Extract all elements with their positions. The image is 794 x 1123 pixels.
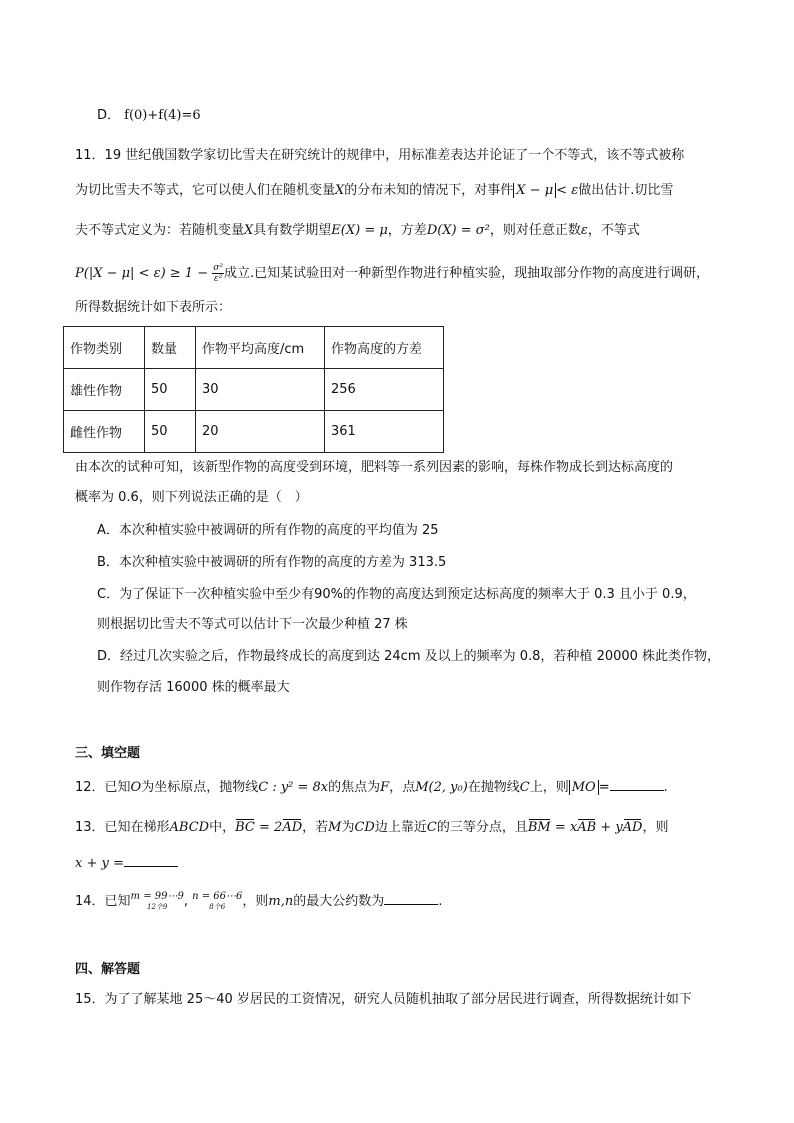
q11-line6: 由本次的试种可知，该新型作物的高度受到环境，肥料等一系列因素的影响，每株作物成长到达标高度的 [75,460,674,475]
m-expr: m = 99⋯9 12个9 [130,890,184,911]
answer-blank[interactable] [384,890,438,905]
q11-option-c-line1: C．为了保证下一次种植实验中至少有90%的作物的高度达到预定达标高度的频率大于 0.3 且小于 0.9， [97,587,696,602]
table-cell: 20 [196,411,325,453]
table-header-row [64,327,444,369]
table-row [64,411,444,453]
sigma-over-eps-fraction: $\frac{\text{σ²}}{\text{ε²}}$ [213,263,223,284]
point-m-expr: M(2, y₀) [415,780,468,795]
table-cell: 雄性作物 [64,369,145,411]
q11-option-c-line2: 则根据切比雪夫不等式可以估计下一次最少种植 27 株 [97,617,408,632]
q11-option-b: B．本次种植实验中被调研的所有作物的高度的方差为 313.5 [97,555,447,570]
crop-data-table [63,326,444,453]
q14: 14．已知 m = 99⋯9 12个9 , n = 66⋯6 8个6 ，则m,n的最大公约数为 . [75,890,443,911]
q11-option-a: A．本次种植实验中被调研的所有作物的高度的平均值为 25 [97,523,439,538]
table-cell: 256 [325,369,444,411]
prev-option-d: D． f(0)+f(4)=6 [97,108,201,123]
parabola-expr: C : y² = 8x [258,780,329,795]
header-cell: 数量 [145,327,196,369]
header-cell: 作物类别 [64,327,145,369]
event-expr: X − μ [513,183,556,198]
answer-blank[interactable] [124,852,178,867]
table-cell: 雌性作物 [64,411,145,453]
expectation-expr: E(X) = μ [331,223,388,238]
q11-option-d-line1: D．经过几次实验之后，作物最终成长的高度到达 24cm 及以上的频率为 0.8，若种植 20000 株此类作物， [97,649,721,664]
table-cell: 361 [325,411,444,453]
table-cell: 50 [145,369,196,411]
prev-option-d-expr: f(0)+f(4)=6 [124,108,201,123]
q11-line4: P(|X − μ| < ε) ≥ 1 − $\frac{\text{σ²}}{\text{ε²}}$ 成立.已知某试验田对一种新型作物进行种植实验，现抽取部分作物的高度进行调研， [75,263,710,284]
header-cell: 作物平均高度/cm [196,327,325,369]
vector-bm-expr: BM = xAB + yAD [528,820,643,835]
var-x: X [335,183,345,198]
q15-line1: 15．为了了解某地 25～40 岁居民的工资情况，研究人员随机抽取了部分居民进行调查，所得数据统计如下 [75,992,692,1007]
section-fill-in-heading: 三、填空题 [75,746,141,761]
q11-option-d-line2: 则作物存活 16000 株的概率最大 [97,680,290,695]
mo-abs-expr: MO [569,780,599,795]
table-row [64,369,444,411]
variance-expr: D(X) = σ² [426,223,490,238]
section-solve-heading: 四、解答题 [75,962,141,977]
q12: 12．已知O为坐标原点，抛物线C : y² = 8x的焦点为F，点M(2, y₀)在抛物线C上，则 MO = . [75,776,668,798]
q11-line5: 所得数据统计如下表所示： [75,300,232,315]
q11-line7: 概率为 0.6，则下列说法正确的是（ ） [75,490,308,505]
q13-line2: x + y = [75,852,178,874]
table-cell: 50 [145,411,196,453]
header-cell: 作物高度的方差 [325,327,444,369]
q11-line2: 为切比雪夫不等式，它可以使人们在随机变量X的分布未知的情况下，对事件 X − μ < ε做出估计.切比雪 [75,183,674,198]
q11-line3: 夫不等式定义为：若随机变量X具有数学期望E(X) = μ，方差D(X) = σ²，则对任意正数ε，不等式 [75,223,640,238]
q11-line1: 11．19 世纪俄国数学家切比雪夫在研究统计的规律中，用标准差表达并论证了一个不等式，该不等式被称 [75,148,685,163]
answer-blank[interactable] [610,776,664,791]
n-expr: n = 66⋯6 8个6 [192,890,243,911]
q13-line1: 13．已知在梯形ABCD中，BC = 2AD，若M为CD边上靠近C的三等分点，且BM = xAB + yAD，则 [75,818,669,838]
vector-bc-expr: BC = 2AD [235,820,302,835]
table-cell: 30 [196,369,325,411]
chebyshev-inequality: P(|X − μ| < ε) ≥ 1 − [75,266,213,281]
